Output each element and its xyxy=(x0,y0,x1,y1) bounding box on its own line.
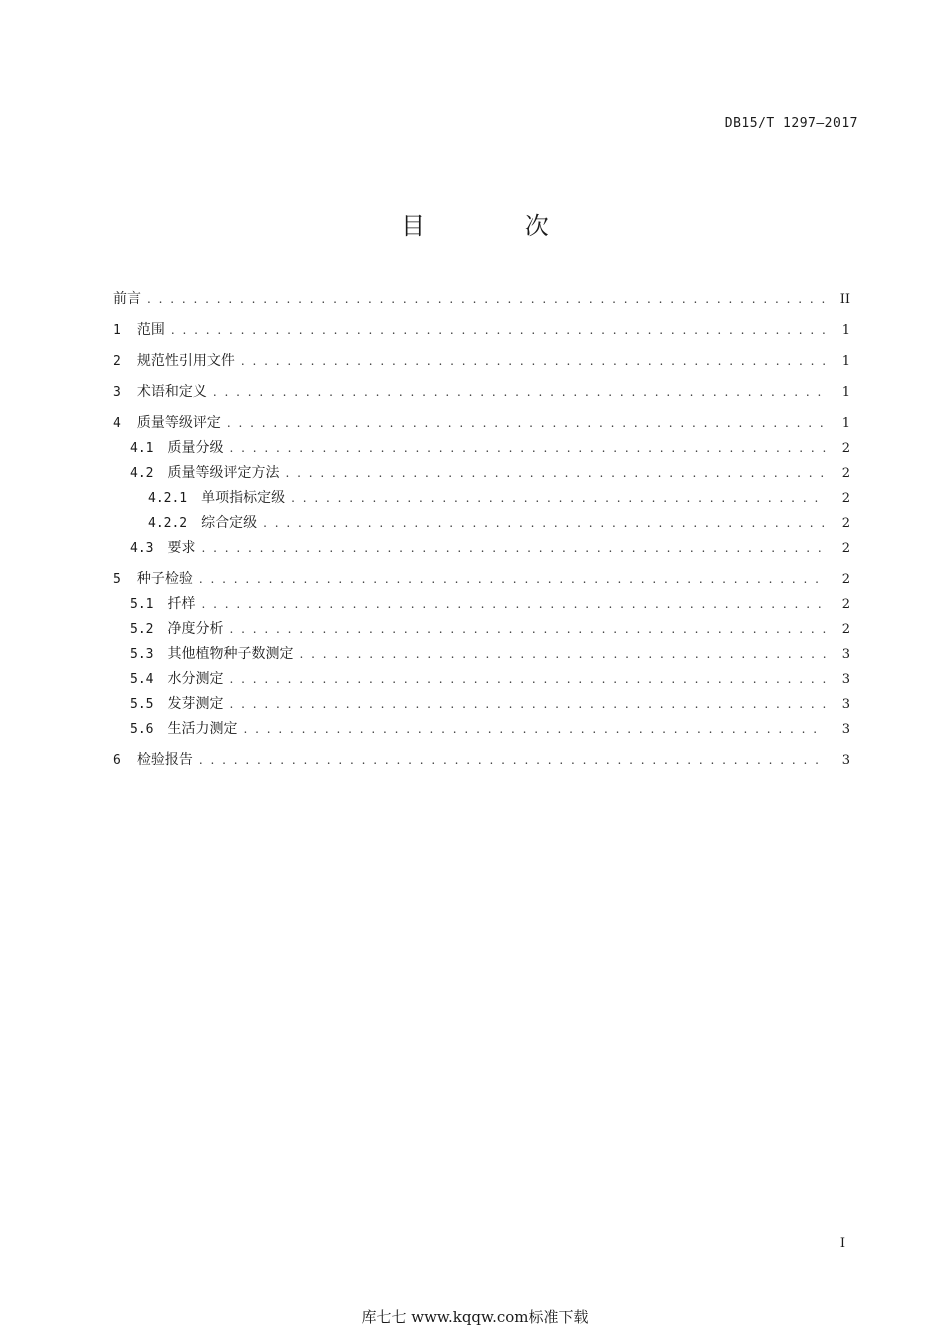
toc-entry-page: 2 xyxy=(841,622,850,637)
page-title: 目 次 xyxy=(401,212,595,240)
toc-entry-page: II xyxy=(839,292,850,307)
toc-entry-label: 综合定级 xyxy=(201,515,258,531)
toc-entry[interactable] xyxy=(113,411,850,436)
toc-entry-number: 5.4 xyxy=(130,672,154,687)
toc-entry[interactable] xyxy=(113,380,850,405)
toc-entry-page: 3 xyxy=(841,647,850,662)
table-of-contents xyxy=(113,287,850,773)
toc-entry-label: 生活力测定 xyxy=(167,721,238,737)
toc-entry-label: 质量等级评定方法 xyxy=(167,465,280,481)
toc-entry[interactable] xyxy=(113,287,850,312)
toc-entry-label: 发芽测定 xyxy=(167,696,224,712)
toc-entry-number: 3 xyxy=(113,385,121,400)
footer-watermark: 库七七 www.kqqw.com标准下载 xyxy=(361,1308,589,1326)
toc-entry-page: 2 xyxy=(841,572,850,587)
toc-dot-leader xyxy=(243,717,826,742)
toc-entry-number: 1 xyxy=(113,323,121,338)
toc-entry-page: 3 xyxy=(841,753,850,768)
toc-dot-leader xyxy=(229,667,826,692)
toc-entry[interactable] xyxy=(113,617,850,642)
toc-entry-label: 要求 xyxy=(167,540,196,556)
toc-dot-leader xyxy=(147,287,826,312)
toc-entry-number: 5.1 xyxy=(130,597,154,612)
toc-entry-label: 术语和定义 xyxy=(136,384,207,400)
toc-entry[interactable] xyxy=(113,667,850,692)
toc-entry[interactable] xyxy=(113,511,850,536)
toc-entry-page: 2 xyxy=(841,466,850,481)
toc-dot-leader xyxy=(201,536,826,561)
toc-entry[interactable] xyxy=(113,318,850,343)
toc-entry-number: 5.2 xyxy=(130,622,154,637)
toc-entry-page: 2 xyxy=(841,441,850,456)
toc-entry-number: 4.3 xyxy=(130,541,154,556)
toc-dot-leader xyxy=(229,436,826,461)
toc-entry[interactable] xyxy=(113,692,850,717)
toc-entry[interactable] xyxy=(113,642,850,667)
toc-entry-number: 4.2 xyxy=(130,466,154,481)
toc-dot-leader xyxy=(241,349,826,374)
toc-dot-leader xyxy=(285,461,826,486)
toc-entry-label: 净度分析 xyxy=(167,621,224,637)
toc-entry-page: 2 xyxy=(841,541,850,556)
toc-entry-label: 其他植物种子数测定 xyxy=(167,646,294,662)
toc-entry-number: 5.3 xyxy=(130,647,154,662)
toc-entry[interactable] xyxy=(113,461,850,486)
toc-entry[interactable] xyxy=(113,349,850,374)
toc-dot-leader xyxy=(227,411,826,436)
toc-entry-number: 4.2.1 xyxy=(148,491,188,506)
toc-entry-label: 单项指标定级 xyxy=(201,490,286,506)
toc-entry-label: 质量等级评定 xyxy=(136,415,221,431)
toc-entry-label: 质量分级 xyxy=(167,440,224,456)
toc-dot-leader xyxy=(299,642,826,667)
toc-entry-page: 2 xyxy=(841,597,850,612)
toc-entry-page: 1 xyxy=(841,354,850,369)
toc-entry-page: 2 xyxy=(841,491,850,506)
toc-entry[interactable] xyxy=(113,436,850,461)
toc-entry-label: 检验报告 xyxy=(136,752,193,768)
toc-entry[interactable] xyxy=(113,717,850,742)
toc-entry-page: 3 xyxy=(841,722,850,737)
toc-dot-leader xyxy=(229,617,826,642)
toc-dot-leader xyxy=(199,567,826,592)
toc-entry[interactable] xyxy=(113,536,850,561)
toc-entry-number: 5.6 xyxy=(130,722,154,737)
toc-entry[interactable] xyxy=(113,486,850,511)
toc-entry-page: 1 xyxy=(841,385,850,400)
toc-entry-label: 水分测定 xyxy=(167,671,224,687)
toc-dot-leader xyxy=(229,692,826,717)
toc-entry-label: 前言 xyxy=(113,291,141,307)
toc-dot-leader xyxy=(213,380,826,405)
toc-entry[interactable] xyxy=(113,748,850,773)
toc-dot-leader xyxy=(199,748,826,773)
toc-entry-page: 2 xyxy=(841,516,850,531)
toc-entry-number: 4.2.2 xyxy=(148,516,188,531)
toc-entry[interactable] xyxy=(113,567,850,592)
toc-dot-leader xyxy=(171,318,826,343)
toc-entry-label: 范围 xyxy=(136,322,165,338)
toc-dot-leader xyxy=(263,511,826,536)
document-code: DB15/T 1297—2017 xyxy=(724,116,858,131)
toc-entry-number: 2 xyxy=(113,354,121,369)
toc-entry-label: 规范性引用文件 xyxy=(136,353,235,369)
toc-entry-label: 种子检验 xyxy=(136,571,193,587)
toc-entry-page: 1 xyxy=(841,416,850,431)
toc-entry-number: 5 xyxy=(113,572,121,587)
toc-entry-page: 3 xyxy=(841,697,850,712)
toc-dot-leader xyxy=(291,486,826,511)
toc-entry-page: 1 xyxy=(841,323,850,338)
toc-dot-leader xyxy=(201,592,826,617)
toc-entry-label: 扦样 xyxy=(167,596,196,612)
toc-entry-number: 4.1 xyxy=(130,441,154,456)
toc-entry[interactable] xyxy=(113,592,850,617)
toc-entry-number: 5.5 xyxy=(130,697,154,712)
toc-entry-number: 4 xyxy=(113,416,121,431)
page-number: I xyxy=(839,1236,845,1251)
toc-entry-page: 3 xyxy=(841,672,850,687)
toc-entry-number: 6 xyxy=(113,753,121,768)
